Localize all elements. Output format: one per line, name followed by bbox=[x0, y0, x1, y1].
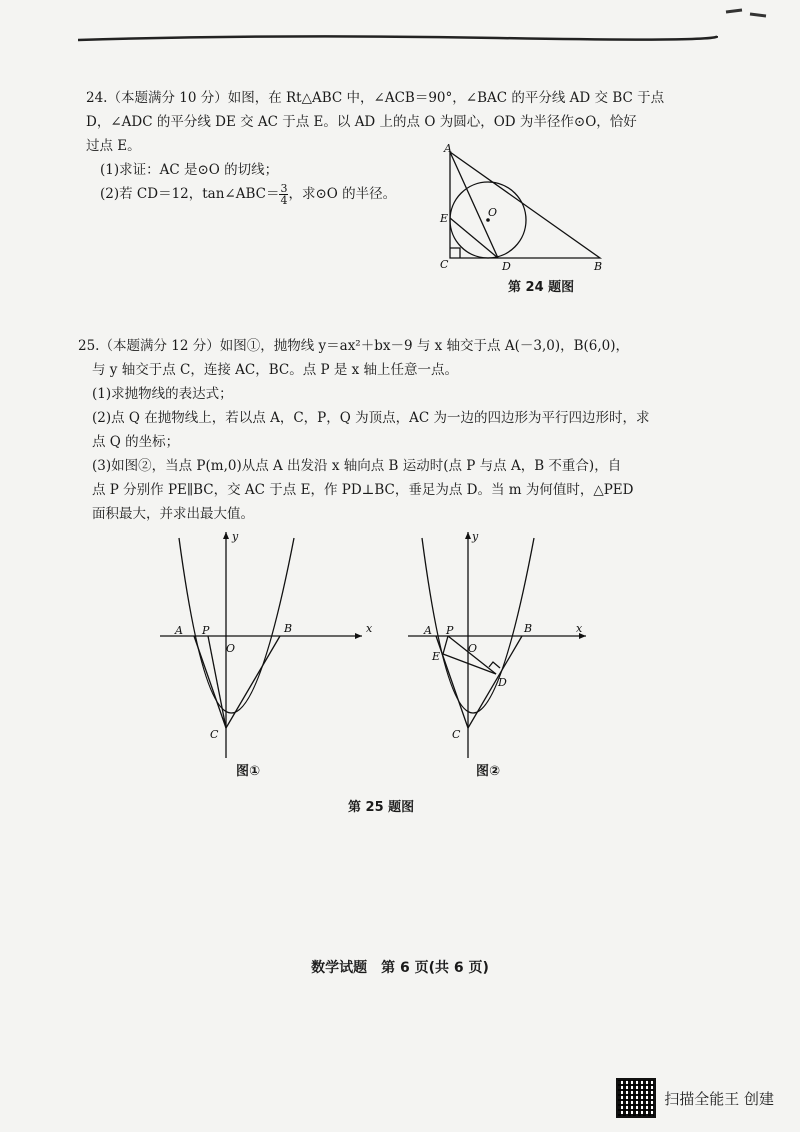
q25-fig2-label-O: O bbox=[468, 642, 478, 655]
q24-part-1: (1)求证：AC 是⊙O 的切线； bbox=[100, 162, 279, 178]
q25-fig1-label-P: P bbox=[202, 624, 210, 637]
q25-fig2-label-D: D bbox=[498, 676, 507, 689]
q25-fig2-x-label: x bbox=[576, 622, 583, 635]
page-footer: 数学试题 第 6 页(共 6 页) bbox=[311, 960, 489, 976]
q25-fig2-y-label: y bbox=[472, 530, 479, 543]
q24-part-2-pre: (2)若 CD＝12，tan∠ABC＝ bbox=[100, 186, 280, 202]
scanner-watermark bbox=[616, 1078, 774, 1118]
q24-label-A: A bbox=[444, 142, 452, 155]
q25-fig1-label-C: C bbox=[210, 728, 219, 741]
q24-label-C: C bbox=[440, 258, 449, 271]
q24-label-E: E bbox=[440, 212, 449, 225]
q25-fig2-label-A: A bbox=[424, 624, 432, 637]
q24-label-O: O bbox=[488, 206, 498, 219]
question-25 bbox=[78, 334, 698, 526]
q25-part-3b: 点 P 分别作 PE∥BC，交 AC 于点 E，作 PD⊥BC，垂足为点 D。当 m 为何值时，△PED bbox=[92, 482, 634, 498]
q24-label-B: B bbox=[594, 260, 603, 272]
q25-fig1-label-B: B bbox=[284, 622, 293, 635]
q24-fraction-num: 3 bbox=[280, 182, 288, 195]
q25-part-1: (1)求抛物线的表达式； bbox=[92, 386, 233, 402]
q25-part-3a: (3)如图②，当点 P(m,0)从点 A 出发沿 x 轴向点 B 运动时(点 P 与点 A，B 不重合)，自 bbox=[92, 458, 622, 474]
q25-fig2-label-C: C bbox=[452, 728, 461, 741]
q24-line-1: 24.（本题满分 10 分）如图，在 Rt△ABC 中，∠ACB＝90°，∠BAC 的平分线 AD 交 BC 于点 bbox=[86, 90, 665, 106]
scan-edge-line bbox=[78, 30, 718, 44]
q25-figure-1 bbox=[160, 528, 380, 764]
q25-figure-2-caption: 图② bbox=[476, 764, 501, 779]
q24-figure bbox=[432, 142, 612, 272]
q25-line-2: 与 y 轴交于点 C，连接 AC，BC。点 P 是 x 轴上任意一点。 bbox=[92, 362, 459, 378]
scan-corner-mark bbox=[724, 6, 774, 20]
qr-code-icon bbox=[616, 1078, 656, 1118]
q25-part-2a: (2)点 Q 在抛物线上，若以点 A，C，P，Q 为顶点，AC 为一边的四边形为平行四边形时，求 bbox=[92, 410, 650, 426]
q24-figure-caption: 第 24 题图 bbox=[508, 280, 575, 295]
q24-line-2: D，∠ADC 的平分线 DE 交 AC 于点 E。以 AD 上的点 O 为圆心，OD 为半径作⊙O，恰好 bbox=[86, 114, 637, 130]
q25-figures-caption: 第 25 题图 bbox=[348, 800, 415, 815]
q25-fig1-y-label: y bbox=[232, 530, 239, 543]
q24-fraction-den: 4 bbox=[280, 194, 288, 207]
q25-figure-2 bbox=[408, 528, 598, 764]
q25-figure-1-caption: 图① bbox=[236, 764, 261, 779]
q24-line-3: 过点 E。 bbox=[86, 138, 141, 154]
q24-part-2-post: ，求⊙O 的半径。 bbox=[288, 186, 397, 202]
q24-label-D: D bbox=[502, 260, 511, 272]
q25-part-3c: 面积最大，并求出最大值。 bbox=[92, 506, 254, 522]
scanner-brand-text: 扫描全能王 创建 bbox=[664, 1089, 774, 1108]
q25-fig1-x-label: x bbox=[366, 622, 373, 635]
q25-fig2-label-E: E bbox=[432, 650, 441, 663]
q25-fig2-label-B: B bbox=[524, 622, 533, 635]
q25-fig1-label-O: O bbox=[226, 642, 236, 655]
q25-fig2-label-P: P bbox=[446, 624, 454, 637]
q25-line-1: 25.（本题满分 12 分）如图①，抛物线 y＝ax²＋bx－9 与 x 轴交于点 A(－3,0)，B(6,0)， bbox=[78, 338, 630, 354]
q25-fig1-label-A: A bbox=[175, 624, 183, 637]
q25-part-2b: 点 Q 的坐标； bbox=[92, 434, 180, 450]
